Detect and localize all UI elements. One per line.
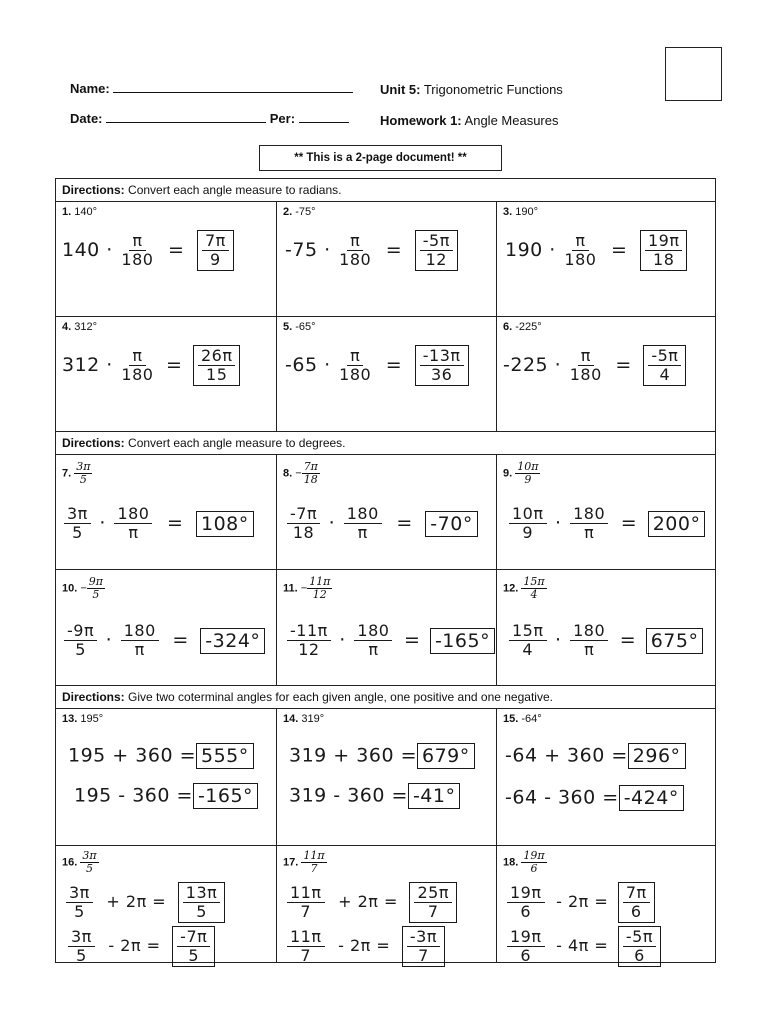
answer-box: 679° <box>417 743 475 769</box>
answer-box: 296° <box>628 743 686 769</box>
answer-box: $\frac{-13\pi}{36}$ <box>415 345 469 386</box>
directions-coterminal: Directions: Give two coterminal angles for each given angle, one positive and one negative. <box>56 686 715 709</box>
answer-box: -41° <box>408 783 461 809</box>
name-label: Name: <box>70 81 110 96</box>
answer-box: 675° <box>646 628 704 654</box>
problem-11: 11. − $\frac{11\pi}{12}$ $\frac{-11\pi}{12}$ · $\frac{180}{\pi}$ = -165° <box>277 570 497 686</box>
answer-box: $\frac{-3\pi}{7}$ <box>402 926 445 967</box>
answer-box: $\frac{25\pi}{7}$ <box>409 882 457 923</box>
notice-banner: ** This is a 2-page document! ** <box>259 145 502 171</box>
worksheet-table <box>55 178 716 963</box>
date-line[interactable] <box>106 110 266 123</box>
problem-10: 10. − $\frac{9\pi}{5}$ $\frac{-9\pi}{5}$ · $\frac{180}{\pi}$ = -324° <box>56 570 277 686</box>
answer-box: -424° <box>619 785 684 811</box>
answer-box: $\frac{26\pi}{15}$ <box>193 345 241 386</box>
answer-box: $\frac{19\pi}{18}$ <box>640 230 688 271</box>
per-line[interactable] <box>299 110 349 123</box>
problem-4: 4. 312° 312 · $\frac{\pi}{180}$ = $\frac{26\pi}{15}$ <box>56 317 277 432</box>
answer-box: 108° <box>196 511 254 537</box>
problem-9: 9. $\frac{10\pi}{9}$ $\frac{10\pi}{9}$ · $\frac{180}{\pi}$ = 200° <box>497 455 715 570</box>
problem-3: 3. 190° 190 · $\frac{\pi}{180}$ = $\frac{19\pi}{18}$ <box>497 202 715 317</box>
problem-5: 5. -65° -65 · $\frac{\pi}{180}$ = $\frac{-13\pi}{36}$ <box>277 317 497 432</box>
problem-7: 7. $\frac{3\pi}{5}$ $\frac{3\pi}{5}$ · $\frac{180}{\pi}$ = 108° <box>56 455 277 570</box>
date-label: Date: <box>70 111 103 126</box>
answer-box: $\frac{7\pi}{6}$ <box>618 882 655 923</box>
homework-title: Homework 1: Angle Measures <box>380 113 559 128</box>
name-field[interactable] <box>70 80 353 96</box>
answer-box: 555° <box>196 743 254 769</box>
answer-box: -165° <box>430 628 495 654</box>
problem-1: 1. 140° 140 · $\frac{\pi}{180}$ = $\frac{7\pi}{9}$ <box>56 202 277 317</box>
problem-17: 17. $\frac{11\pi}{7}$ $\frac{11\pi}{7}$ + 2π = $\frac{25\pi}{7}$ $\frac{11\pi}{7}$ - 2π = $\frac{-3\pi}{7}$ <box>277 846 497 962</box>
problem-15: 15. -64° -64 + 360 = 296° -64 - 360 = -424° <box>497 709 715 846</box>
problem-12: 12. $\frac{15\pi}{4}$ $\frac{15\pi}{4}$ · $\frac{180}{\pi}$ = 675° <box>497 570 715 686</box>
problem-16: 16. $\frac{3\pi}{5}$ $\frac{3\pi}{5}$ + 2π = $\frac{13\pi}{5}$ $\frac{3\pi}{5}$ - 2π = $\frac{-7\pi}{5}$ <box>56 846 277 962</box>
answer-box: 200° <box>648 511 706 537</box>
answer-box: -165° <box>193 783 258 809</box>
answer-box: $\frac{7\pi}{9}$ <box>197 230 234 271</box>
per-label: Per: <box>269 111 296 126</box>
problem-2: 2. -75° -75 · $\frac{\pi}{180}$ = $\frac{-5\pi}{12}$ <box>277 202 497 317</box>
problem-18: 18. $\frac{19\pi}{6}$ $\frac{19\pi}{6}$ - 2π = $\frac{7\pi}{6}$ $\frac{19\pi}{6}$ - 4π = $\frac{-5\pi}{6}$ <box>497 846 715 962</box>
directions-radians: Directions: Convert each angle measure to radians. <box>56 179 715 202</box>
problem-13: 13. 195° 195 + 360 = 555° 195 - 360 = -165° <box>56 709 277 846</box>
answer-box: $\frac{13\pi}{5}$ <box>178 882 226 923</box>
answer-box: $\frac{-7\pi}{5}$ <box>172 926 215 967</box>
unit-title: Unit 5: Trigonometric Functions <box>380 82 563 97</box>
problem-14: 14. 319° 319 + 360 = 679° 319 - 360 = -41° <box>277 709 497 846</box>
problem-6: 6. -225° -225 · $\frac{\pi}{180}$ = $\frac{-5\pi}{4}$ <box>497 317 715 432</box>
problem-8: 8. − $\frac{7\pi}{18}$ $\frac{-7\pi}{18}$ · $\frac{180}{\pi}$ = -70° <box>277 455 497 570</box>
name-line[interactable] <box>113 80 353 93</box>
answer-box: -70° <box>425 511 478 537</box>
score-box[interactable] <box>665 47 722 101</box>
date-field[interactable] <box>70 110 349 126</box>
answer-box: -324° <box>200 628 265 654</box>
answer-box: $\frac{-5\pi}{12}$ <box>415 230 458 271</box>
answer-box: $\frac{-5\pi}{4}$ <box>643 345 686 386</box>
answer-box: $\frac{-5\pi}{6}$ <box>618 926 661 967</box>
directions-degrees: Directions: Convert each angle measure to degrees. <box>56 432 715 455</box>
